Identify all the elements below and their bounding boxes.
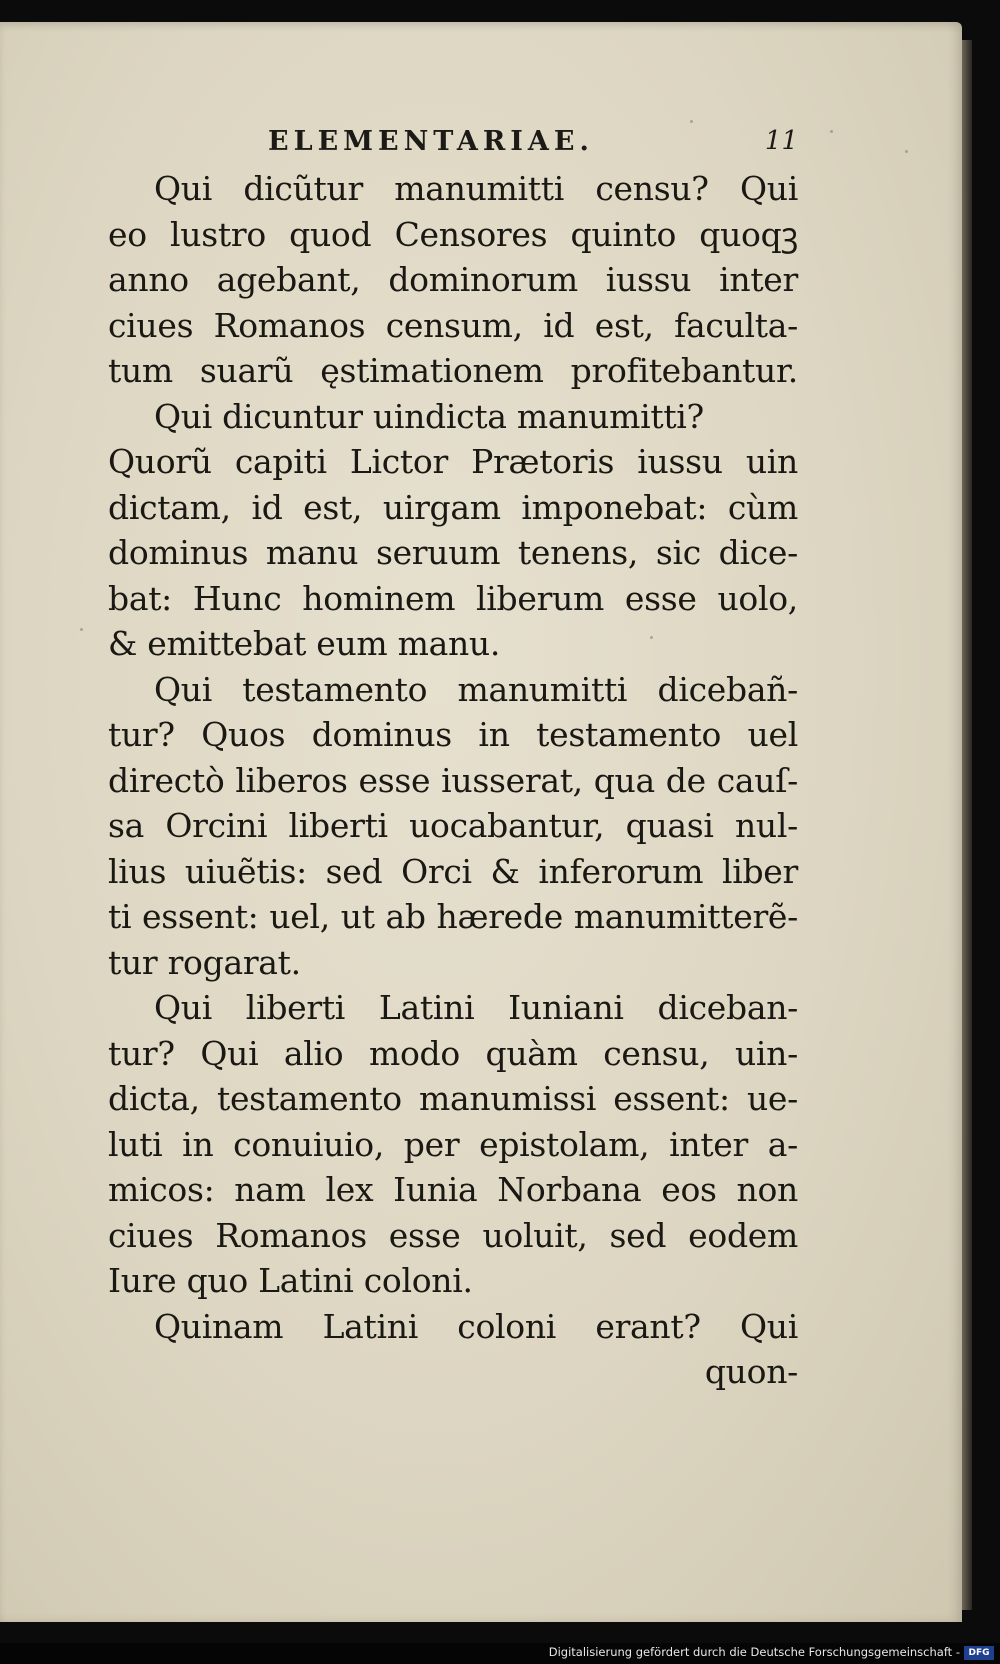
text-line: ti essent: uel, ut ab hærede manumitterẽ- — [108, 897, 798, 936]
text-line: tur rogarat. — [108, 942, 301, 982]
paper-speck — [690, 120, 693, 123]
text-line: directò liberos esse iusserat, qua de cauſ- — [108, 760, 798, 800]
text-line: eo lustro quod Censores quinto quoqꝫ — [108, 214, 798, 254]
text-line: Qui dicũtur manumitti censu? Qui — [154, 169, 798, 208]
paper-speck — [80, 628, 83, 631]
text-line: tum suarũ ęstimationem profitebantur. — [108, 351, 798, 390]
text-line: sa Orcini liberti uocabantur, quasi nul- — [108, 806, 798, 845]
text-line: Qui dicuntur uindicta manumitti? — [154, 396, 704, 436]
dfg-logo: DFG — [964, 1646, 994, 1660]
text-line: dicta, testamento manumissi essent: ue- — [108, 1079, 798, 1118]
paper-speck — [905, 150, 908, 153]
text-line: Qui testamento manumitti dicebañ- — [154, 669, 798, 709]
page-number: 11 — [764, 126, 798, 156]
text-line: dictam, id est, uirgam imponebat: cùm — [108, 487, 798, 527]
text-line: ciues Romanos esse uoluit, sed eodem — [108, 1215, 798, 1255]
body-text — [108, 166, 798, 1395]
text-line: dominus manu seruum tenens, sic dice- — [108, 533, 798, 572]
text-line: bat: Hunc hominem liberum esse uolo, — [108, 578, 798, 618]
text-line: tur? Quos dominus in testamento uel — [108, 715, 798, 754]
text-line: lius uiuẽtis: sed Orci & inferorum liber — [108, 851, 798, 891]
funding-credit: Digitalisierung gefördert durch die Deutsche Forschungsgemeinschaft - — [548, 1645, 960, 1659]
text-line: ciues Romanos censum, id est, faculta- — [108, 305, 798, 345]
text-line: anno agebant, dominorum iussu inter — [108, 260, 798, 299]
text-line: tur? Qui alio modo quàm censu, uin- — [108, 1033, 798, 1073]
catchword: quon- — [704, 1352, 798, 1391]
running-head: ELEMENTARIAE. — [268, 126, 594, 157]
text-line: Qui liberti Latini Iuniani diceban- — [154, 988, 798, 1027]
paper-speck — [830, 130, 833, 133]
text-line: luti in conuiuio, per epistolam, inter a- — [108, 1124, 798, 1164]
text-line: & emittebat eum manu. — [108, 624, 501, 663]
text-line: Iure quo Latini coloni. — [108, 1261, 473, 1300]
text-line: Quinam Latini coloni erant? Qui — [154, 1306, 798, 1346]
digitization-footer — [0, 1643, 1000, 1664]
text-line: Quorũ capiti Lictor Prætoris iussu uin — [108, 442, 798, 481]
text-line: micos: nam lex Iunia Norbana eos non — [108, 1170, 798, 1209]
page-header — [108, 126, 798, 166]
page-edge — [962, 40, 972, 1610]
